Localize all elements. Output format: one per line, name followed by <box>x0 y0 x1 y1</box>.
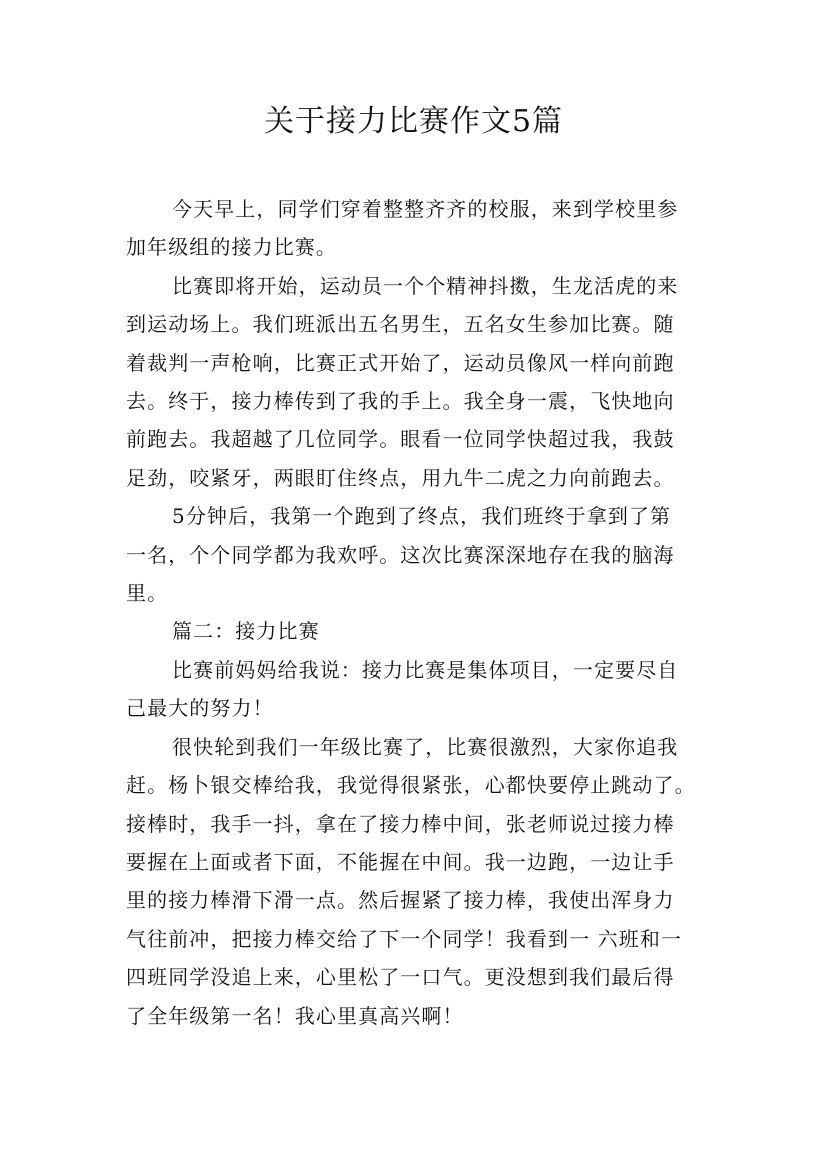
text-line: 一名，个个同学都为我欢呼。这次比赛深深地存在我的脑海 <box>126 542 675 567</box>
text-line: 气往前冲，把接力棒交给了下一个同学！我看到一 六班和一 <box>126 926 683 951</box>
paragraph-4 <box>126 651 711 728</box>
text-line: 比赛前妈妈给我说：接力比赛是集体项目，一定要尽自 <box>172 657 679 682</box>
text-line: 今天早上，同学们穿着整整齐齐的校服，来到学校里参 <box>172 197 679 221</box>
text-line: 前跑去。我超越了几位同学。眼看一位同学快超过我，我鼓 <box>126 427 675 452</box>
text-line: 加年级组的接力比赛。 <box>126 235 337 260</box>
text-line: 接棒时，我手一抖，拿在了接力棒中间，张老师说过接力棒 <box>126 811 675 836</box>
text-line: 到运动场上。我们班派出五名男生，五名女生参加比赛。随 <box>126 312 675 337</box>
text-line: 了全年级第一名！我心里真高兴啊！ <box>126 1003 464 1028</box>
text-line: 去。终于，接力棒传到了我的手上。我全身一震，飞快地向 <box>126 389 675 414</box>
section-heading <box>126 612 711 650</box>
text-line: 篇二：接力比赛 <box>172 619 320 644</box>
text-line: 四班同学没追上来，心里松了一口气。更没想到我们最后得 <box>126 965 675 990</box>
paragraph-2 <box>126 267 711 497</box>
paragraph-5 <box>126 728 711 1035</box>
text-line: 很快轮到我们一年级比赛了，比赛很激烈，大家你追我 <box>172 734 679 759</box>
text-line: 5分钟后，我第一个跑到了终点，我们班终于拿到了第 <box>172 504 672 529</box>
paragraph-1 <box>126 190 711 267</box>
text-line: 要握在上面或者下面，不能握在中间。我一边跑，一边让手 <box>126 849 675 874</box>
text-line: 里的接力棒滑下滑一点。然后握紧了接力棒，我使出浑身力 <box>126 888 675 913</box>
document-title: 关于接力比赛作文5篇 <box>263 104 564 139</box>
text-line: 己最大的努力！ <box>126 696 274 721</box>
document-body <box>126 190 711 1035</box>
text-line: 赶。杨卜银交棒给我，我觉得很紧张，心都快要停止跳动了。 <box>126 773 696 798</box>
text-line: 比赛即将开始，运动员一个个精神抖擞，生龙活虎的来 <box>172 273 679 298</box>
paragraph-3 <box>126 497 711 612</box>
text-line: 足劲，咬紧牙，两眼盯住终点，用九牛二虎之力向前跑去。 <box>126 465 675 490</box>
text-line: 着裁判一声枪响，比赛正式开始了，运动员像风一样向前跑 <box>126 350 675 375</box>
text-line: 里。 <box>126 581 169 606</box>
